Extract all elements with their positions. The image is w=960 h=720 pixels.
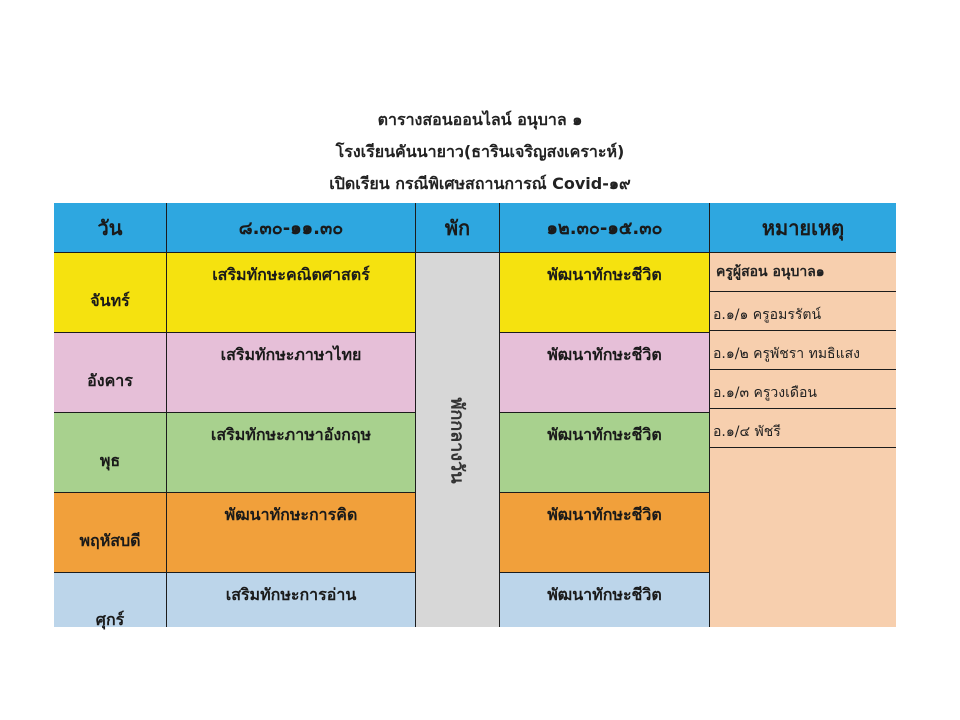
- tuesday-afternoon: พัฒนาทักษะชีวิต: [500, 333, 710, 413]
- header-break: พัก: [416, 203, 500, 253]
- note-teacher-heading: ครูผู้สอน อนุบาล๑: [710, 253, 896, 292]
- day-thursday: พฤหัสบดี: [54, 493, 167, 573]
- header-afternoon: ๑๒.๓๐-๑๕.๓๐: [500, 203, 710, 253]
- wednesday-morning: เสริมทักษะภาษาอังกฤษ: [167, 413, 416, 493]
- lunch-break-label: พักกลางวัน: [446, 396, 468, 484]
- note-class-3: อ.๑/๓ ครูวงเดือน: [710, 370, 896, 409]
- header-notes: หมายเหตุ: [710, 203, 896, 253]
- thursday-afternoon: พัฒนาทักษะชีวิต: [500, 493, 710, 573]
- monday-afternoon: พัฒนาทักษะชีวิต: [500, 253, 710, 333]
- friday-afternoon: พัฒนาทักษะชีวิต: [500, 573, 710, 627]
- title-block: [0, 104, 960, 200]
- wednesday-afternoon: พัฒนาทักษะชีวิต: [500, 413, 710, 493]
- day-friday: ศุกร์: [54, 573, 167, 627]
- tuesday-morning: เสริมทักษะภาษาไทย: [167, 333, 416, 413]
- title-line-2: โรงเรียนคันนายาว(ธารินเจริญสงเคราะห์): [335, 142, 625, 161]
- schedule-table: [54, 203, 896, 627]
- friday-morning: เสริมทักษะการอ่าน: [167, 573, 416, 627]
- notes-cell: [710, 253, 896, 627]
- day-monday: จันทร์: [54, 253, 167, 333]
- monday-morning: เสริมทักษะคณิตศาสตร์: [167, 253, 416, 333]
- thursday-morning: พัฒนาทักษะการคิด: [167, 493, 416, 573]
- title-line-3: เปิดเรียน กรณีพิเศษสถานการณ์ Covid-๑๙: [329, 174, 631, 193]
- lunch-break-cell: [416, 253, 500, 627]
- header-day: วัน: [54, 203, 167, 253]
- day-wednesday: พุธ: [54, 413, 167, 493]
- note-class-2: อ.๑/๒ ครูพัชรา ทมธิแสง: [710, 331, 896, 370]
- note-class-1: อ.๑/๑ ครูอมรรัตน์: [710, 292, 896, 331]
- header-morning: ๘.๓๐-๑๑.๓๐: [167, 203, 416, 253]
- day-tuesday: อังคาร: [54, 333, 167, 413]
- title-line-1: ตารางสอนออนไลน์ อนุบาล ๑: [377, 110, 583, 129]
- note-class-4: อ.๑/๔ พัชรี: [710, 409, 896, 448]
